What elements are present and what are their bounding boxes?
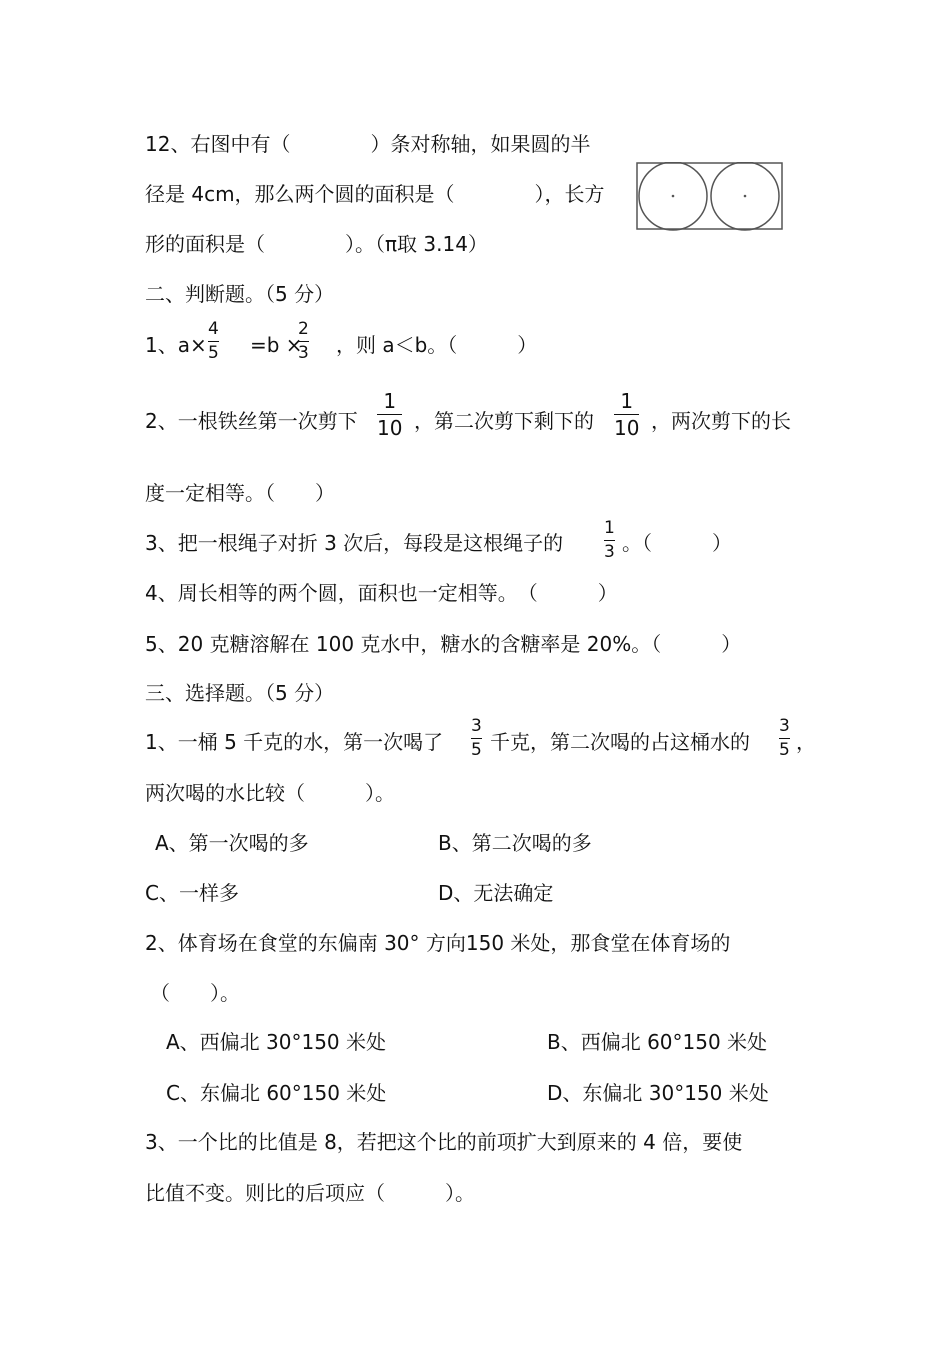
s2-q4: 4、周长相等的两个圆，面积也一定相等。 （ ） bbox=[145, 581, 618, 605]
s2-q1-frac2-bar bbox=[298, 341, 309, 342]
s2-q2-mid: ，第二次剪下剩下的 bbox=[414, 409, 594, 433]
s3-q1-frac2-den: 5 bbox=[779, 740, 790, 760]
s2-q1-mid: =b × bbox=[250, 333, 303, 357]
s2-q3-fraction bbox=[604, 520, 615, 561]
s3-q3-line2: 比值不变。则比的后项应（ ）。 bbox=[145, 1181, 475, 1205]
s2-q2-line2: 度一定相等。（ ） bbox=[145, 481, 335, 505]
s3-q1-suffix: ， bbox=[796, 730, 816, 754]
s3-q1-frac1-num: 3 bbox=[471, 716, 482, 736]
two-circles-figure bbox=[636, 162, 784, 232]
s2-q1-prefix: 1、a× bbox=[145, 333, 207, 357]
s2-q5: 5、20 克糖溶解在 100 克水中，糖水的含糖率是 20%。（ ） bbox=[145, 632, 742, 656]
s2-q2-frac1-bar bbox=[377, 414, 402, 415]
s2-q1-frac1-den: 5 bbox=[208, 343, 219, 363]
s2-q1-fraction-1 bbox=[208, 321, 219, 362]
s3-q2-option-c: C、东偏北 60°150 米处 bbox=[166, 1081, 387, 1105]
s3-q1-frac1-bar bbox=[471, 738, 482, 739]
s3-q2-line1: 2、体育场在食堂的东偏南 30° 方向150 米处，那食堂在体育场的 bbox=[145, 931, 731, 955]
s2-q1-frac2-num: 2 bbox=[298, 319, 309, 339]
s2-q2-frac2-den: 10 bbox=[614, 416, 640, 440]
s3-q1-frac1-den: 5 bbox=[471, 740, 482, 760]
s2-q2-frac2-num: 1 bbox=[620, 389, 634, 413]
s2-q1-suffix: ，则 a＜b。（ ） bbox=[336, 333, 538, 357]
s2-q2-fraction-1 bbox=[377, 391, 402, 438]
s2-q3-suffix: 。（ ） bbox=[622, 531, 732, 555]
s3-q2-option-b: B、西偏北 60°150 米处 bbox=[547, 1030, 768, 1054]
s3-q1-option-b: B、第二次喝的多 bbox=[438, 831, 592, 855]
s2-q3-frac-den: 3 bbox=[604, 542, 615, 562]
s3-q2-option-a: A、西偏北 30°150 米处 bbox=[166, 1030, 387, 1054]
s3-q1-line2: 两次喝的水比较（ ）。 bbox=[145, 781, 395, 805]
q12-line2: 径是 4cm，那么两个圆的面积是（ ），长方 bbox=[145, 182, 605, 206]
section2-heading: 二、判断题。（5 分） bbox=[145, 282, 335, 306]
s2-q2-frac1-den: 10 bbox=[377, 416, 403, 440]
s3-q2-line2: （ ）。 bbox=[150, 981, 240, 1005]
figure-rectangle bbox=[637, 163, 782, 229]
s2-q2-prefix: 2、一根铁丝第一次剪下 bbox=[145, 409, 358, 433]
s2-q2-suffix: ，两次剪下的长 bbox=[651, 409, 791, 433]
figure-center-dot-right bbox=[744, 195, 747, 198]
s3-q1-option-d: D、无法确定 bbox=[438, 881, 554, 905]
s2-q3-frac-num: 1 bbox=[604, 518, 615, 538]
section3-heading: 三、选择题。（5 分） bbox=[145, 681, 335, 705]
s2-q1-frac2-den: 3 bbox=[298, 343, 309, 363]
figure-center-dot-left bbox=[672, 195, 675, 198]
s2-q1-frac1-num: 4 bbox=[208, 319, 219, 339]
s3-q1-option-a: A、第一次喝的多 bbox=[155, 831, 309, 855]
s3-q1-frac2-bar bbox=[779, 738, 790, 739]
s3-q1-fraction-1 bbox=[471, 718, 482, 759]
s3-q1-fraction-2 bbox=[779, 718, 790, 759]
s3-q1-mid: 千克，第二次喝的占这桶水的 bbox=[490, 730, 750, 754]
s2-q3-prefix: 3、把一根绳子对折 3 次后，每段是这根绳子的 bbox=[145, 531, 564, 555]
s2-q2-frac1-num: 1 bbox=[383, 389, 397, 413]
s3-q3-line1: 3、一个比的比值是 8，若把这个比的前项扩大到原来的 4 倍，要使 bbox=[145, 1130, 743, 1154]
s2-q2-fraction-2 bbox=[614, 391, 639, 438]
s3-q1-prefix: 1、一桶 5 千克的水，第一次喝了 bbox=[145, 730, 444, 754]
s3-q1-frac2-num: 3 bbox=[779, 716, 790, 736]
s2-q3-frac-bar bbox=[604, 540, 615, 541]
s3-q2-option-d: D、东偏北 30°150 米处 bbox=[547, 1081, 769, 1105]
s3-q1-option-c: C、一样多 bbox=[145, 881, 239, 905]
s2-q1-fraction-2 bbox=[298, 321, 309, 362]
q12-line1: 12、右图中有（ ）条对称轴，如果圆的半 bbox=[145, 132, 591, 156]
s2-q2-frac2-bar bbox=[614, 414, 639, 415]
s2-q1-frac1-bar bbox=[208, 341, 219, 342]
q12-line3: 形的面积是（ ）。（π取 3.14） bbox=[145, 232, 488, 256]
